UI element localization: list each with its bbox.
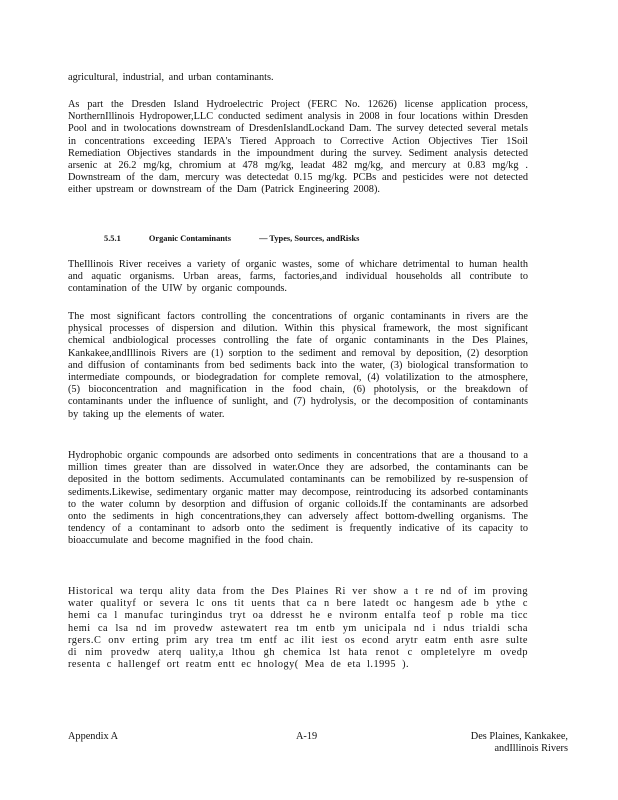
- footer-rivers-label: Des Plaines, Kankakee, andIllinois Rivers: [470, 731, 568, 755]
- footer-appendix-label: Appendix A: [68, 731, 119, 742]
- paragraph-intro-fragment: agricultural, industrial, and urban contaminants.: [68, 72, 274, 83]
- section-subtitle: — Types, Sources, andRisks: [259, 234, 360, 243]
- paragraph-historical-water-quality: Historical wa terqu ality data from the Des Plaines Ri ver show a t re nd of im proving water qualityf or severa lc ons tit uents that ca n bere latedt oc hangesm ade b ythe c hemi ca l manufac turingindus tryt oa ddresst he e nvironm entalfa teof p roble ma ticc hemi ca lsa nd im provedw astewatert rea tm entb ym unicipala nd i ndus trialdi scha rgers.C onv erting prim ary trea tm entf ac ilit iest os econd arytr eatm enth asre sulte di nim provedw aterq uality,a lthou gh chemica lst hata renot c ompletelyre m ovedp resenta c hallengef ort reatm entt ec hnology( Mea de eta l.1995 ).: [68, 586, 528, 671]
- footer-page-number: A-19: [296, 731, 318, 742]
- paragraph-hydrophobic-compounds: Hydrophobic organic compounds are adsorbed onto sediments in concentrations that are a thousand to a million times greater than are dissolved in water.Once they are adsorbed, the contaminants can be deposited in the bottom sediments. Accumulated contaminants can be remobilized by re-suspension of sediments.Likewise, sedimentary organic matter may decompose, reintroducing its adsorbed contaminants to the water column by desorption and diffusion of organic colloids.If the contaminants are adsorbed onto the sediments in high concentrations,they can adversely affect bottom-dwelling organisms. The tendency of a contaminant to adsorb onto the sediment is frequently indicative of its capacity to bioaccumulate and become magnified in the food chain.: [68, 450, 528, 547]
- section-number: 5.5.1: [104, 234, 121, 243]
- paragraph-dresden-sediment: As part the Dresden Island Hydroelectric Project (FERC No. 12626) license application process, NorthernIllinois Hydropower,LLC conducted sediment analysis in 2008 in four locations within Dresden Pool and in twolocations downstream of DresdenIslandLockand Dam. The survey detected several metals in concentrations exceeding IEPA's Tiered Approach to Corrective Action Objectives Tier 1Soil Remediation Objectives standards in the impoundment during the survey. Sediment analysis detected arsenic at 26.2 mg/kg, chromium at 478 mg/kg, leadat 482 mg/kg, and mercury at 0.83 mg/kg . Downstream of the dam, mercury was detectedat 0.15 mg/kg. PCBs and pesticides were not detected either upstream or downstream of the Dam (Patrick Engineering 2008).: [68, 99, 528, 196]
- section-heading: [104, 234, 524, 243]
- section-title: Organic Contaminants: [148, 234, 231, 243]
- paragraph-organic-wastes: TheIllinois River receives a variety of organic wastes, some of whichare detrimental to human health and aquatic organisms. Urban areas, farms, factories,and individual households all contribute to contamination of the UIW by organic compounds.: [68, 259, 528, 295]
- paragraph-controlling-factors: The most significant factors controlling the concentrations of organic contaminants in rivers are the physical processes of dispersion and dilution. Within this physical framework, the most significant chemical andbiological processes controlling the fate of organic contaminants in the Des Plaines, Kankakee,andIllinois Rivers are (1) sorption to the sediment and removal by deposition, (2) desorption and diffusion of contaminants from bed sediments back into the water, (3) biological transformation to intermediate compounds, or biodegradation for complete removal, (4) volatilization to the atmosphere, (5) bioconcentration and magnification in the food chain, (6) photolysis, or the breakdown of contaminants under the influence of sunlight, and (7) hydrolysis, or the decomposition of contaminants by taking up the elements of water.: [68, 311, 528, 420]
